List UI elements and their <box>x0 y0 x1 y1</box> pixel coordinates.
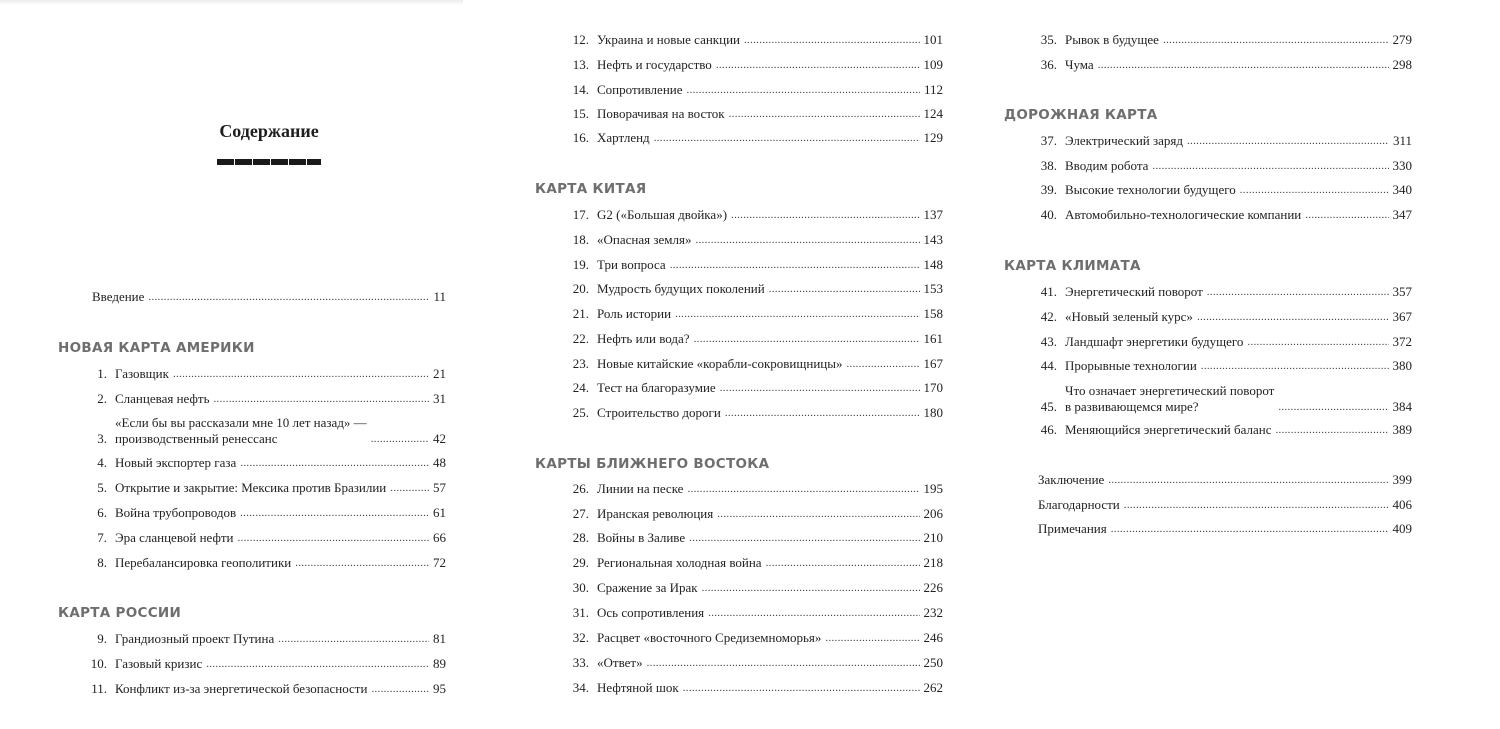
dot-leader <box>1197 309 1389 325</box>
toc-entry[interactable] <box>84 681 446 697</box>
page-number: 389 <box>1392 422 1412 437</box>
dot-leader <box>689 530 919 546</box>
chapter-number: 33. <box>572 655 589 670</box>
toc-entry[interactable] <box>1034 207 1412 223</box>
chapter-number: 25. <box>572 405 589 420</box>
dot-leader <box>238 530 429 546</box>
chapter-title: Иранская революция <box>597 506 714 521</box>
chapter-number: 7. <box>97 530 107 545</box>
chapter-title: Ось сопротивления <box>597 605 705 620</box>
toc-entry[interactable] <box>566 281 943 297</box>
page-number: 232 <box>923 605 943 620</box>
chapter-title: Электрический заряд <box>1065 133 1183 148</box>
page-number: 129 <box>923 130 943 145</box>
dot-leader <box>687 82 920 98</box>
toc-entry[interactable] <box>566 481 943 497</box>
toc-entry[interactable] <box>1034 358 1412 374</box>
page-number: 409 <box>1392 521 1412 536</box>
chapter-number: 35. <box>1040 32 1057 47</box>
toc-entry[interactable] <box>84 366 446 382</box>
toc-entry[interactable] <box>84 505 446 521</box>
dot-leader <box>769 281 920 297</box>
page-shade <box>0 0 463 5</box>
page-number: 372 <box>1392 334 1412 349</box>
chapter-number: 32. <box>572 630 589 645</box>
toc-entry[interactable] <box>84 480 446 496</box>
chapter-title-line2: в развивающемся мире? <box>1065 399 1199 414</box>
chapter-title: Новые китайские «корабли-сокровищницы» <box>597 356 843 371</box>
dot-leader <box>716 57 920 73</box>
chapter-title: Поворачивая на восток <box>597 106 725 121</box>
chapter-title: Новый экспортер газа <box>115 455 237 470</box>
chapter-title <box>1065 383 1274 415</box>
chapter-title: Рывок в будущее <box>1065 32 1159 47</box>
dot-leader <box>1111 521 1389 537</box>
toc-entry[interactable] <box>566 82 943 98</box>
chapter-number: 24. <box>572 380 589 395</box>
toc-entry[interactable] <box>566 207 943 223</box>
dot-leader <box>720 380 920 396</box>
dot-leader <box>214 391 430 407</box>
toc-entry[interactable] <box>1034 383 1412 415</box>
dot-leader <box>1240 182 1389 198</box>
chapter-title: Нефть или вода? <box>597 331 690 346</box>
page-number: 161 <box>923 331 943 346</box>
page-number: 399 <box>1392 472 1412 487</box>
page-number: 246 <box>923 630 943 645</box>
page-number: 48 <box>433 455 446 470</box>
title-divider <box>217 159 321 165</box>
page-number: 218 <box>923 555 943 570</box>
chapter-number: 17. <box>572 207 589 222</box>
chapter-number: 34. <box>572 680 589 695</box>
page-number: 298 <box>1392 57 1412 72</box>
toc-entry[interactable] <box>566 655 943 671</box>
chapter-number: 45. <box>1040 399 1057 414</box>
toc-entry[interactable] <box>566 106 943 122</box>
dot-leader <box>1278 399 1388 415</box>
chapter-number: 46. <box>1040 422 1057 437</box>
dot-leader <box>717 506 919 522</box>
dot-leader <box>695 232 919 248</box>
dot-leader <box>670 257 920 273</box>
toc-entry[interactable] <box>566 506 943 522</box>
chapter-number: 27. <box>572 506 589 521</box>
toc-entry[interactable] <box>566 580 943 596</box>
page-title: Содержание <box>219 121 319 141</box>
toc-entry[interactable] <box>566 257 943 273</box>
chapter-title: Роль истории <box>597 306 672 321</box>
chapter-title: Региональная холодная война <box>597 555 762 570</box>
dot-leader <box>1207 284 1389 300</box>
dot-leader <box>725 405 920 421</box>
page-number: 31 <box>433 391 446 406</box>
dot-leader <box>1152 158 1388 174</box>
chapter-number: 30. <box>572 580 589 595</box>
toc-entry[interactable] <box>1034 334 1412 350</box>
page-number: 170 <box>923 380 943 395</box>
dot-leader <box>708 605 919 621</box>
page-number: 210 <box>923 530 943 545</box>
dot-leader <box>1098 57 1389 73</box>
chapter-title: Три вопроса <box>597 257 666 272</box>
chapter-number: 31. <box>572 605 589 620</box>
page-number: 81 <box>433 631 446 646</box>
chapter-number: 15. <box>572 106 589 121</box>
page-number: 89 <box>433 656 446 671</box>
chapter-number: 38. <box>1040 158 1057 173</box>
page-number: 95 <box>433 681 446 696</box>
toc-entry[interactable] <box>84 415 446 447</box>
dot-leader <box>1108 472 1388 488</box>
toc-entry[interactable] <box>566 130 943 146</box>
chapter-title: Чума <box>1065 57 1094 72</box>
chapter-title: Грандиозный проект Путина <box>115 631 275 646</box>
dot-leader <box>1124 497 1389 513</box>
chapter-title: Война трубопроводов <box>115 505 237 520</box>
dot-leader <box>687 481 919 497</box>
section-heading: КАРТЫ БЛИЖНЕГО ВОСТОКА <box>535 456 770 472</box>
chapter-number: 8. <box>97 555 107 570</box>
chapter-title: Примечания <box>1038 521 1107 536</box>
toc-entry[interactable] <box>566 32 943 48</box>
page-number: 340 <box>1392 182 1412 197</box>
chapter-number: 16. <box>572 130 589 145</box>
chapter-number: 3. <box>97 431 107 446</box>
page-number: 167 <box>923 356 943 371</box>
page-number: 21 <box>433 366 446 381</box>
dot-leader <box>240 505 429 521</box>
toc-entry[interactable] <box>566 306 943 322</box>
page-number: 367 <box>1392 309 1412 324</box>
toc-entry[interactable] <box>566 232 943 248</box>
page-number: 195 <box>923 481 943 496</box>
chapter-number: 13. <box>572 57 589 72</box>
chapter-title: Строительство дороги <box>597 405 721 420</box>
toc-entry[interactable] <box>1034 32 1412 48</box>
dot-leader <box>1163 32 1389 48</box>
dot-leader <box>702 580 920 596</box>
section-heading: КАРТА РОССИИ <box>58 605 182 621</box>
page-number: 406 <box>1392 497 1412 512</box>
chapter-title-line1: «Если бы вы рассказали мне 10 лет назад» — <box>115 415 367 430</box>
page-number: 206 <box>923 506 943 521</box>
chapter-number: 43. <box>1040 334 1057 349</box>
chapter-number: 28. <box>572 530 589 545</box>
dot-leader <box>647 655 920 671</box>
page-number: 11 <box>433 289 446 304</box>
chapter-title: Сланцевая нефть <box>115 391 210 406</box>
page-number: 143 <box>923 232 943 247</box>
toc-entry[interactable] <box>1034 422 1412 438</box>
dot-leader <box>240 455 429 471</box>
toc-entry[interactable] <box>566 630 943 646</box>
toc-entry[interactable] <box>84 530 446 546</box>
chapter-number: 39. <box>1040 182 1057 197</box>
page-number: 262 <box>923 680 943 695</box>
chapter-number: 18. <box>572 232 589 247</box>
section-heading: КАРТА КЛИМАТА <box>1004 258 1141 274</box>
toc-entry[interactable] <box>84 455 446 471</box>
chapter-title: Благодарности <box>1038 497 1120 512</box>
page-number: 384 <box>1392 399 1412 414</box>
toc-entry[interactable] <box>1038 497 1412 513</box>
page-number: 279 <box>1392 32 1412 47</box>
dot-leader <box>731 207 919 223</box>
chapter-title: Высокие технологии будущего <box>1065 182 1236 197</box>
toc-entry[interactable] <box>1038 521 1412 537</box>
chapter-number: 19. <box>572 257 589 272</box>
page-number: 180 <box>923 405 943 420</box>
dot-leader <box>295 555 429 571</box>
chapter-number: 42. <box>1040 309 1057 324</box>
chapter-number: 36. <box>1040 57 1057 72</box>
dot-leader <box>825 630 919 646</box>
chapter-title <box>115 415 367 447</box>
toc-entry[interactable] <box>84 656 446 672</box>
toc-entry[interactable] <box>1034 158 1412 174</box>
chapter-number: 29. <box>572 555 589 570</box>
chapter-title: Войны в Заливе <box>597 530 686 545</box>
page-number: 124 <box>923 106 943 121</box>
toc-entry[interactable] <box>1034 182 1412 198</box>
chapter-title: Нефть и государство <box>597 57 712 72</box>
chapter-number: 2. <box>97 391 107 406</box>
dot-leader <box>371 431 429 447</box>
chapter-title: «Опасная земля» <box>597 232 692 247</box>
chapter-title: Автомобильно-технологические компании <box>1065 207 1302 222</box>
toc-entry[interactable] <box>1034 57 1412 73</box>
toc-entry[interactable] <box>1034 284 1412 300</box>
dot-leader <box>675 306 919 322</box>
toc-entry[interactable] <box>566 356 943 372</box>
chapter-title: Сражение за Ирак <box>597 580 698 595</box>
dot-leader <box>1247 334 1388 350</box>
chapter-number: 22. <box>572 331 589 346</box>
chapter-title: Хартленд <box>597 130 650 145</box>
toc-entry[interactable] <box>84 391 446 407</box>
chapter-title: Эра сланцевой нефти <box>115 530 234 545</box>
dot-leader <box>1305 207 1388 223</box>
page-number: 101 <box>923 32 943 47</box>
dot-leader <box>846 356 919 372</box>
toc-entry[interactable] <box>84 631 446 647</box>
chapter-title: Конфликт из-за энергетической безопасности <box>115 681 368 696</box>
chapter-number: 6. <box>97 505 107 520</box>
toc-entry[interactable] <box>566 380 943 396</box>
toc-entry[interactable] <box>566 605 943 621</box>
chapter-title: Украина и новые санкции <box>597 32 740 47</box>
chapter-title: Энергетический поворот <box>1065 284 1203 299</box>
chapter-title: «Ответ» <box>597 655 643 670</box>
page-number: 137 <box>923 207 943 222</box>
chapter-number: 44. <box>1040 358 1057 373</box>
page-number: 330 <box>1392 158 1412 173</box>
dot-leader <box>683 680 920 696</box>
page-number: 347 <box>1392 207 1412 222</box>
chapter-number: 23. <box>572 356 589 371</box>
chapter-title: Открытие и закрытие: Мексика против Бразилии <box>115 480 387 495</box>
toc-entry[interactable] <box>566 57 943 73</box>
dot-leader <box>744 32 920 48</box>
chapter-title: Ландшафт энергетики будущего <box>1065 334 1244 349</box>
toc-entry[interactable] <box>566 680 943 696</box>
toc-entry[interactable] <box>566 405 943 421</box>
toc-entry[interactable] <box>566 331 943 347</box>
page-number: 357 <box>1392 284 1412 299</box>
chapter-title-line2: производственный ренессанс <box>115 431 278 446</box>
chapter-number: 5. <box>97 480 107 495</box>
page-number: 250 <box>923 655 943 670</box>
section-heading: НОВАЯ КАРТА АМЕРИКИ <box>58 340 255 356</box>
dot-leader <box>766 555 920 571</box>
chapter-title: Газовщик <box>115 366 169 381</box>
chapter-title: Вводим робота <box>1065 158 1149 173</box>
dot-leader <box>371 681 429 697</box>
page-number: 66 <box>433 530 446 545</box>
page-number: 148 <box>923 257 943 272</box>
chapter-number: 1. <box>97 366 107 381</box>
chapter-title: Меняющийся энергетический баланс <box>1065 422 1272 437</box>
chapter-title: Тест на благоразумие <box>597 380 716 395</box>
dot-leader <box>1201 358 1389 374</box>
chapter-number: 21. <box>572 306 589 321</box>
chapter-title: «Новый зеленый курс» <box>1065 309 1193 324</box>
chapter-title: Заключение <box>1038 472 1105 487</box>
dot-leader <box>148 289 429 305</box>
dot-leader <box>173 366 429 382</box>
chapter-title-line1: Что означает энергетический поворот <box>1065 383 1275 398</box>
dot-leader <box>694 331 920 347</box>
chapter-number: 40. <box>1040 207 1057 222</box>
chapter-number: 12. <box>572 32 589 47</box>
chapter-title: Расцвет «восточного Средиземноморья» <box>597 630 822 645</box>
chapter-title: Сопротивление <box>597 82 683 97</box>
chapter-number: 14. <box>572 82 589 97</box>
page-number: 226 <box>923 580 943 595</box>
chapter-number: 37. <box>1040 133 1057 148</box>
toc-entry[interactable] <box>84 555 446 571</box>
chapter-number: 26. <box>572 481 589 496</box>
dot-leader <box>390 480 429 496</box>
section-heading: КАРТА КИТАЯ <box>535 181 647 197</box>
dot-leader <box>654 130 920 146</box>
toc-entry[interactable] <box>1034 133 1412 149</box>
chapter-number: 11. <box>91 681 107 696</box>
chapter-number: 41. <box>1040 284 1057 299</box>
dot-leader <box>278 631 429 647</box>
chapter-number: 10. <box>90 656 107 671</box>
chapter-title: Линии на песке <box>597 481 684 496</box>
page-number: 61 <box>433 505 446 520</box>
chapter-title: Нефтяной шок <box>597 680 679 695</box>
section-heading: ДОРОЖНАЯ КАРТА <box>1004 107 1158 123</box>
dot-leader <box>729 106 920 122</box>
chapter-title: Прорывные технологии <box>1065 358 1197 373</box>
dot-leader <box>206 656 429 672</box>
page-number: 109 <box>923 57 943 72</box>
toc-entry[interactable] <box>1038 472 1412 488</box>
toc-entry[interactable] <box>566 555 943 571</box>
chapter-number: 9. <box>97 631 107 646</box>
page-number: 153 <box>923 281 943 296</box>
chapter-number: 20. <box>572 281 589 296</box>
chapter-title: Перебалансировка геополитики <box>115 555 292 570</box>
dot-leader <box>1187 133 1389 149</box>
page-number: 57 <box>433 480 446 495</box>
page-number: 72 <box>433 555 446 570</box>
chapter-title: G2 («Большая двойка») <box>597 207 728 222</box>
chapter-title: Мудрость будущих поколений <box>597 281 765 296</box>
toc-entry[interactable] <box>566 530 943 546</box>
page-number: 42 <box>433 431 446 446</box>
page-number: 112 <box>923 82 943 97</box>
dot-leader <box>1275 422 1388 438</box>
page-number: 380 <box>1392 358 1412 373</box>
toc-entry[interactable] <box>92 289 446 305</box>
page-number: 158 <box>923 306 943 321</box>
chapter-title: Введение <box>92 289 145 304</box>
page-number: 311 <box>1392 133 1412 148</box>
chapter-title: Газовый кризис <box>115 656 203 671</box>
chapter-number: 4. <box>97 455 107 470</box>
toc-entry[interactable] <box>1034 309 1412 325</box>
